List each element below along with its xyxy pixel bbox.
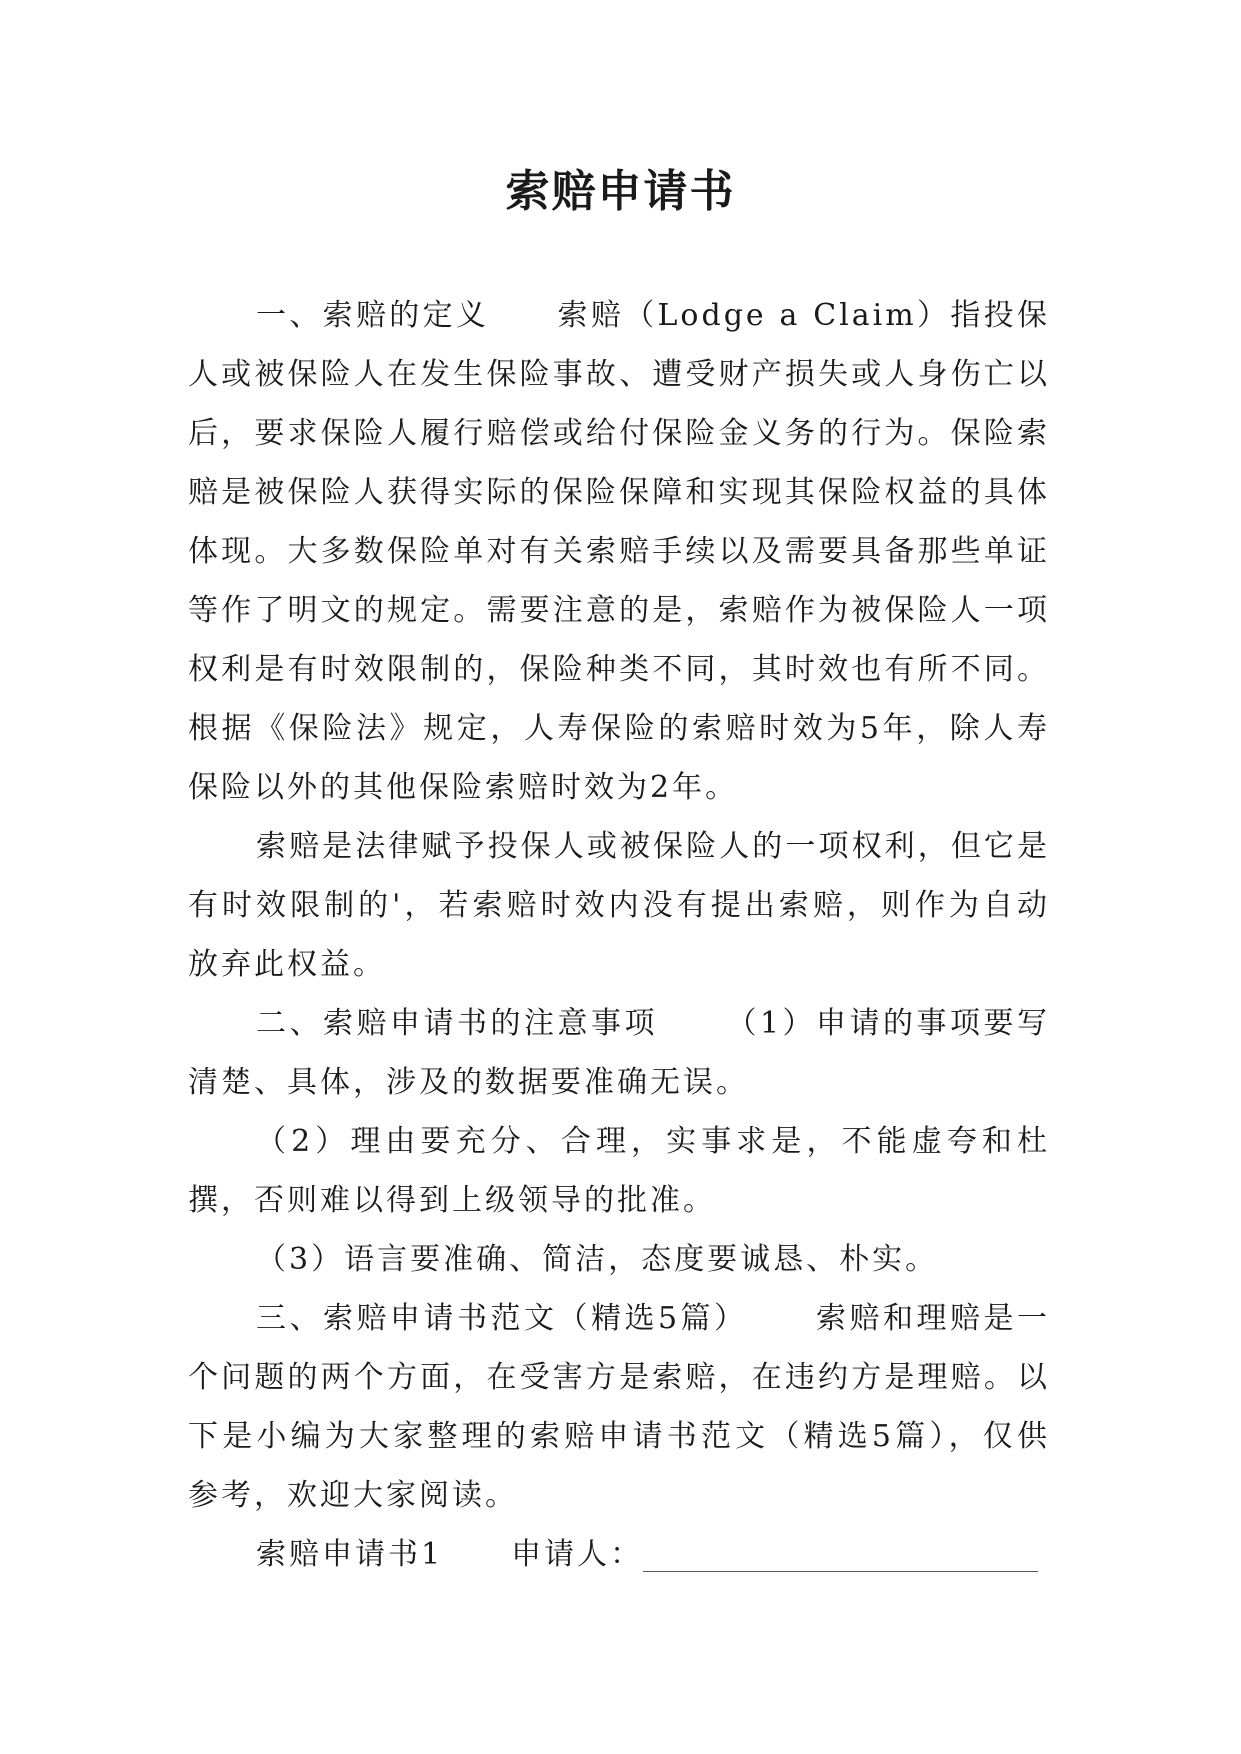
paragraph-notes — [188, 994, 1050, 1112]
section-heading-notes: 二、索赔申请书的注意事项 — [256, 1006, 658, 1041]
paragraph-text: 索赔（Lodge a Claim）指投保人或被保险人在发生保险事故、遭受财产损失或人身伤亡以后，要求保险人履行赔偿或给付保险金义务的行为。保险索赔是被保险人获得实际的保险保障和实现其保险权益的具体体现。大多数保险单对有关索赔手续以及需要具备那些单证等作了明文的规定。需要注意的是，索赔作为被保险人一项权利是有时效限制的，保险种类不同，其时效也有所不同。根据《保险法》规定，人寿保险的索赔时效为5年，除人寿保险以外的其他保险索赔时效为2年。 — [188, 298, 1050, 805]
paragraph-definition — [188, 286, 1050, 817]
paragraph-text: 索赔和理赔是一个问题的两个方面，在受害方是索赔，在违约方是理赔。以下是小编为大家整理的索赔申请书范文（精选5篇），仅供参考，欢迎大家阅读。 — [188, 1301, 1051, 1513]
sample-1-header — [188, 1525, 1050, 1584]
applicant-blank-line — [643, 1541, 1038, 1572]
sample-heading: 索赔申请书1 — [256, 1537, 444, 1572]
applicant-label: 申请人： — [511, 1537, 644, 1572]
paragraph-note-2 — [188, 1112, 1050, 1230]
paragraph-text: （2）理由要充分、合理，实事求是，不能虚夸和杜撰，否则难以得到上级领导的批准。 — [188, 1124, 1050, 1218]
paragraph-right — [188, 817, 1050, 994]
paragraph-text: （3）语言要准确、简洁，态度要诚恳、朴实。 — [256, 1242, 939, 1277]
paragraph-note-3 — [188, 1230, 1050, 1289]
paragraph-text: 索赔是法律赋予投保人或被保险人的一项权利，但它是有时效限制的'，若索赔时效内没有提出索赔，则作为自动放弃此权益。 — [188, 829, 1050, 982]
document-body — [188, 286, 1050, 1584]
document-title: 索赔申请书 — [505, 166, 736, 217]
section-heading-definition: 一、索赔的定义 — [256, 298, 490, 333]
section-heading-samples: 三、索赔申请书范文（精选5篇） — [256, 1301, 748, 1336]
paragraph-text: （1）申请的事项要写清楚、具体，涉及的数据要准确无误。 — [188, 1006, 1050, 1100]
paragraph-samples — [188, 1289, 1050, 1525]
